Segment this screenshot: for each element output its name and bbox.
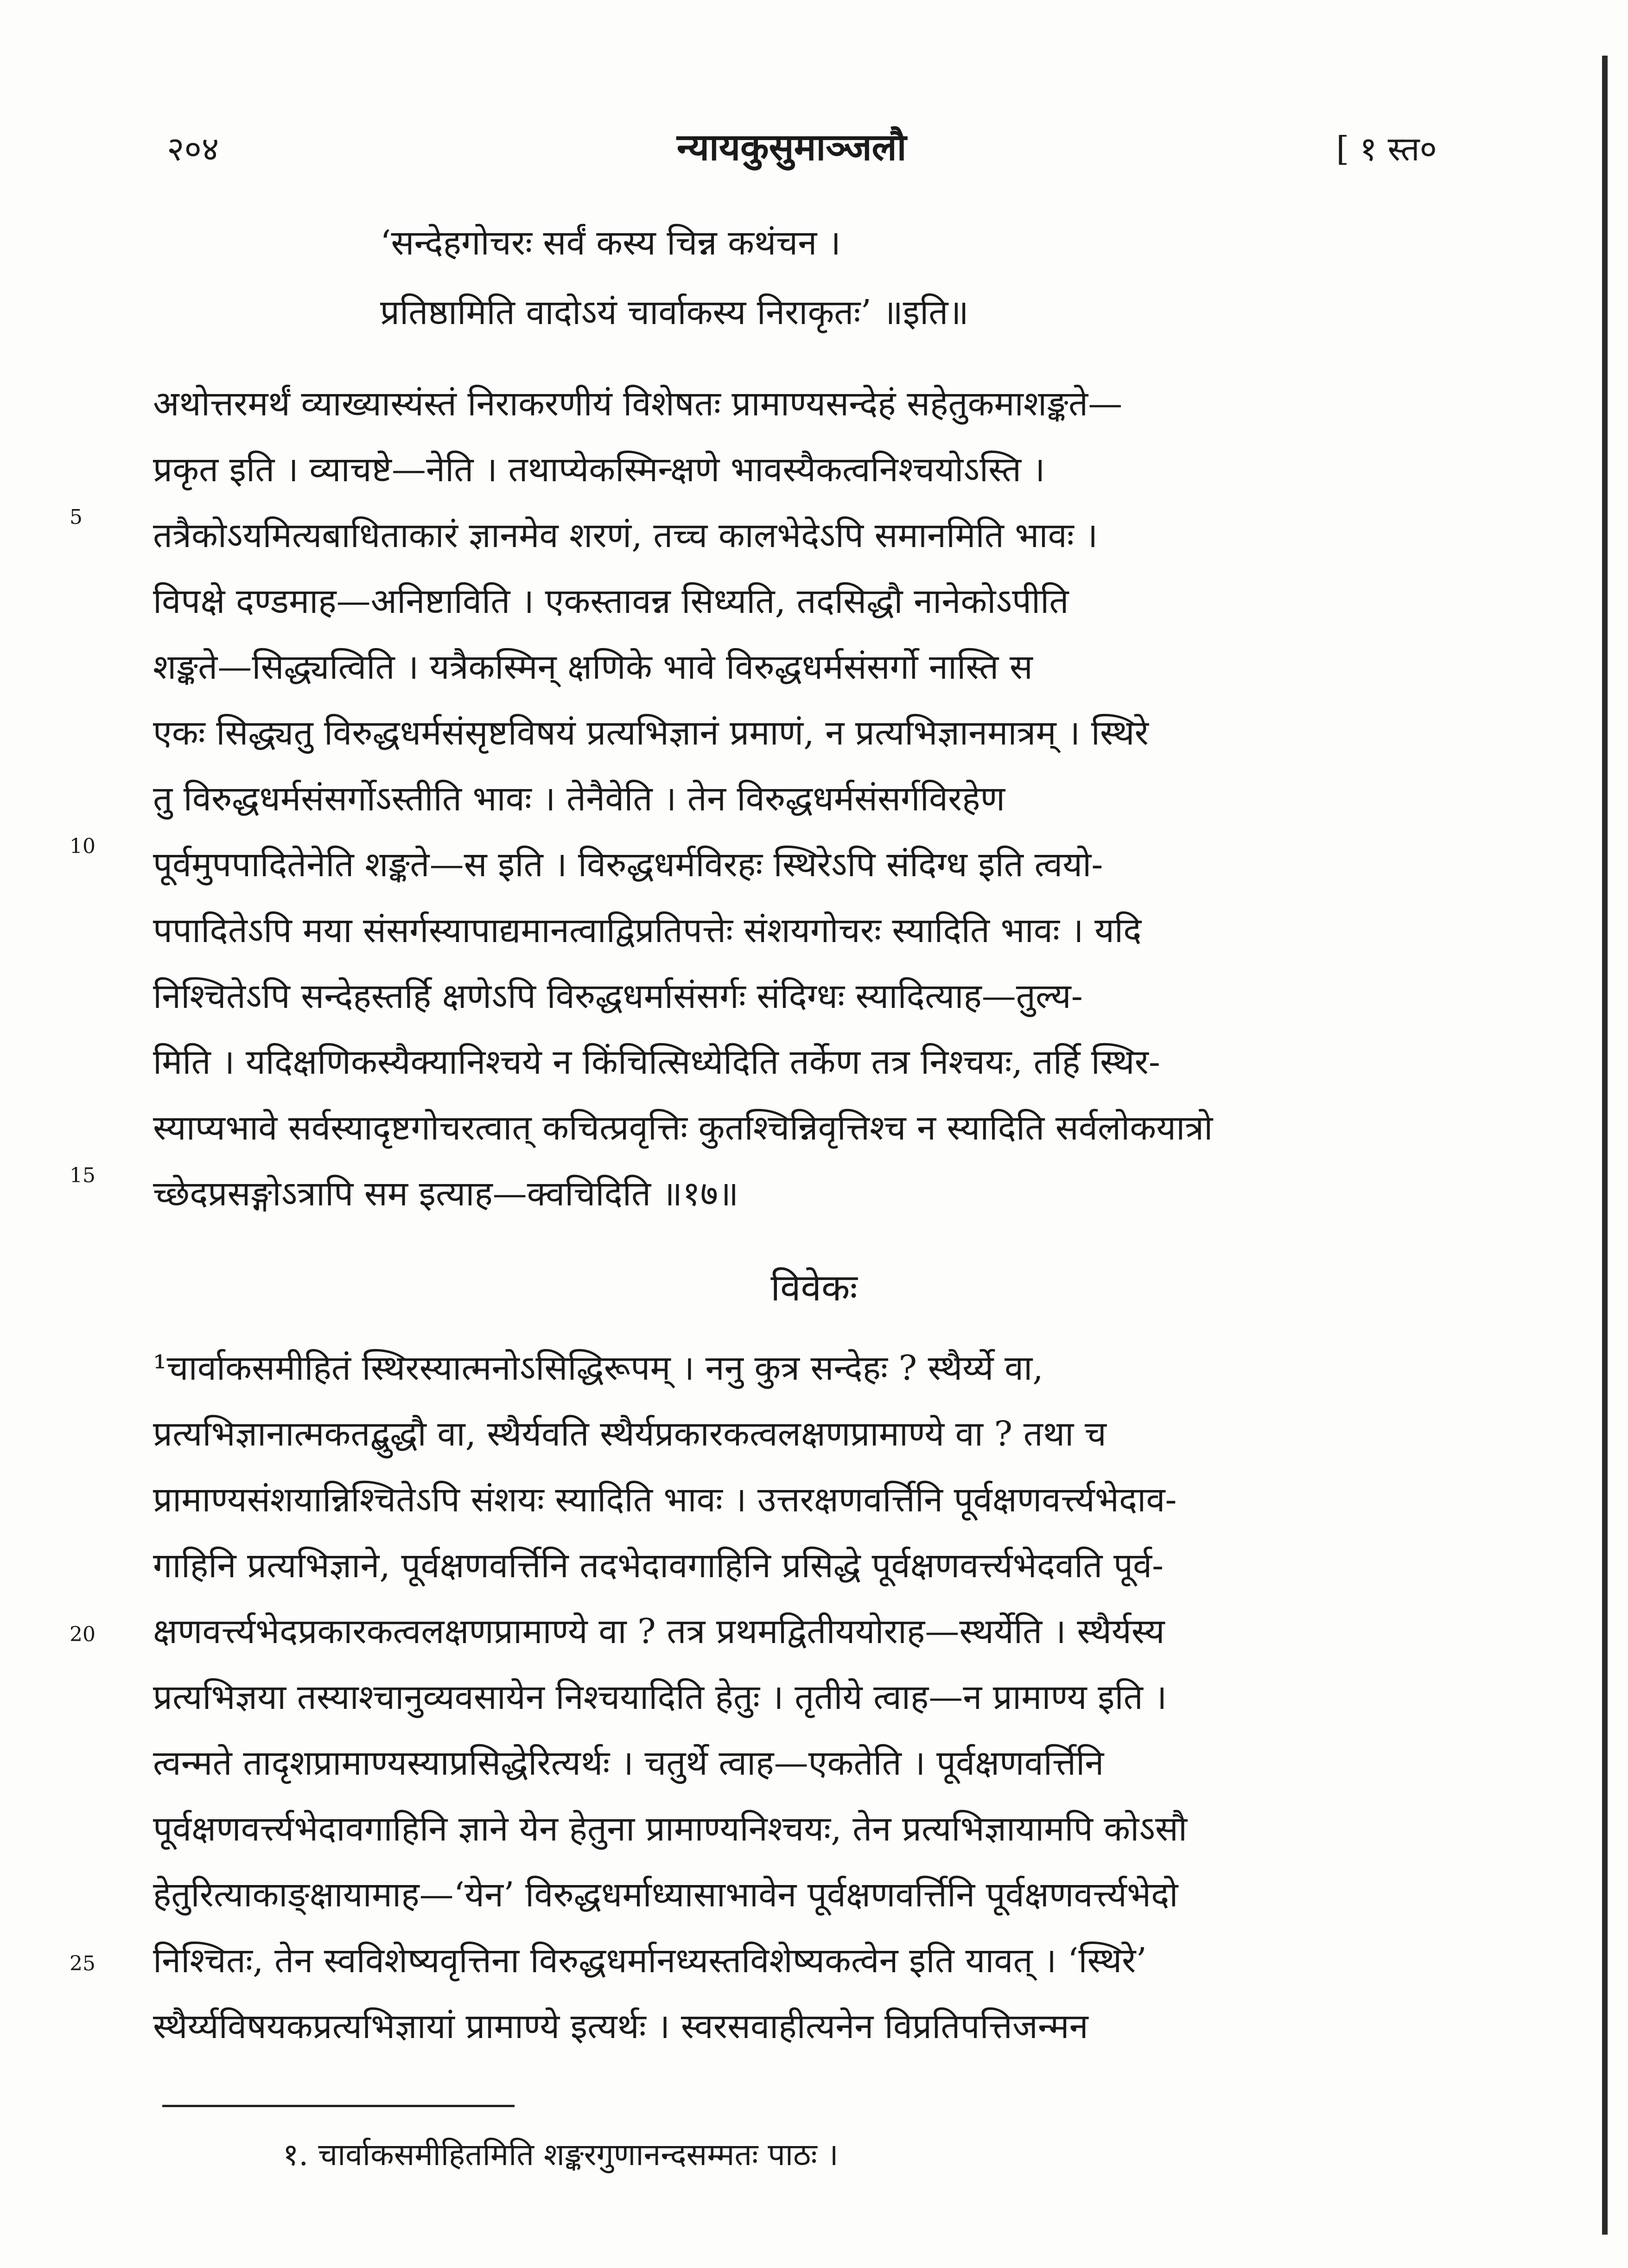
viveka-line: त्वन्मते तादृशप्रामाण्यस्याप्रसिद्धेरित्यर्थः । चतुर्थे त्वाह—एकतेति । पूर्वक्षणवर्त्तिनि — [153, 1743, 1104, 1783]
viveka-line: निश्चितः, तेन स्वविशेष्यवृत्तिना विरुद्धधर्मानध्यस्तविशेष्यकत्वेन इति यावत् । ‘स्थिरे’ — [153, 1941, 1147, 1981]
line-number: 5 — [70, 505, 83, 529]
commentary-line: निश्चितेऽपि सन्देहस्तर्हि क्षणेऽपि विरुद्धधर्मासंसर्गः संदिग्धः स्यादित्याह—तुल्य- — [153, 976, 1083, 1016]
commentary-line: विपक्षे दण्डमाह—अनिष्टाविति । एकस्तावन्न सिध्यति, तदसिद्धौ नानेकोऽपीति — [153, 581, 1069, 621]
line-number: 20 — [70, 1623, 95, 1646]
page-number: २०४ — [167, 129, 219, 168]
viveka-line: स्थैर्य्यविषयकप्रत्यभिज्ञायां प्रामाण्ये इत्यर्थः । स्वरसवाहीत्यनेन विप्रतिपत्तिजन्मन — [153, 2007, 1088, 2046]
commentary-block — [153, 371, 1428, 1227]
commentary-line: स्याप्यभावे सर्वस्यादृष्टगोचरत्वात् कचित्प्रवृत्तिः कुतश्चिन्निवृत्तिश्च न स्यादिति सर्वलोकयात्रो — [153, 1108, 1213, 1148]
section-reference: [ १ स्त० — [1336, 129, 1437, 168]
page-edge-line — [1602, 56, 1608, 2235]
viveka-line: क्षणवर्त्त्यभेदप्रकारकत्वलक्षणप्रामाण्ये वा ? तत्र प्रथमद्वितीययोराह—स्थर्येति । स्थैर्यस्य — [153, 1612, 1165, 1651]
commentary-line: अथोत्तरमर्थं व्याख्यास्यंस्तं निराकरणीयं विशेषतः प्रामाण्यसन्देहं सहेतुकमाशङ्कते— — [153, 384, 1123, 424]
commentary-line: पपादितेऽपि मया संसर्गस्यापाद्यमानत्वाद्विप्रतिपत्तेः संशयगोचरः स्यादिति भावः । यदि — [153, 911, 1142, 950]
viveka-block — [153, 1335, 1428, 2059]
commentary-line: तु विरुद्धधर्मसंसर्गोऽस्तीति भावः । तेनैवेति । तेन विरुद्धधर्मसंसर्गविरहेण — [153, 779, 1005, 819]
page-header — [167, 121, 1437, 185]
viveka-line: प्रत्यभिज्ञानात्मकतद्बुद्धौ वा, स्थैर्यवति स्थैर्यप्रकारकत्वलक्षणप्रामाण्ये वा ? तथा च — [153, 1414, 1107, 1454]
verse-line: ‘सन्देहगोचरः सर्वं कस्य चिन्न कथंचन । — [380, 223, 841, 263]
section-heading: विवेकः — [770, 1266, 858, 1309]
viveka-line: प्रामाण्यसंशयान्निश्चितेऽपि संशयः स्यादिति भावः । उत्तरक्षणवर्त्तिनि पूर्वक्षणवर्त्त्यभेदाव- — [153, 1480, 1177, 1520]
commentary-line: मिति । यदिक्षणिकस्यैक्यानिश्चये न किंचित्सिध्येदिति तर्केण तत्र निश्चयः, तर्हि स्थिर- — [153, 1042, 1160, 1082]
commentary-line: च्छेदप्रसङ्गोऽत्रापि सम इत्याह—क्वचिदिति ॥१७॥ — [153, 1174, 739, 1214]
line-number: 10 — [70, 835, 95, 858]
viveka-line: पूर्वक्षणवर्त्त्यभेदावगाहिनि ज्ञाने येन हेतुना प्रामाण्यनिश्चयः, तेन प्रत्यभिज्ञायामपि कोऽसौ — [153, 1809, 1188, 1849]
commentary-line: तत्रैकोऽयमित्यबाधिताकारं ज्ञानमेव शरणं, तच्च कालभेदेऽपि समानमिति भावः । — [153, 516, 1098, 555]
footnote-divider — [162, 2105, 515, 2107]
viveka-line: प्रत्यभिज्ञया तस्याश्चानुव्यवसायेन निश्चयादिति हेतुः । तृतीये त्वाह—न प्रामाण्य इति । — [153, 1677, 1167, 1717]
commentary-line: पूर्वमुपपादितेनेति शङ्कते—स इति । विरुद्धधर्मविरहः स्थिरेऽपि संदिग्ध इति त्वयो- — [153, 845, 1103, 885]
viveka-line: हेतुरित्याकाङ्क्षायामाह—‘येन’ विरुद्धधर्माध्यासाभावेन पूर्वक्षणवर्त्तिनि पूर्वक्षणवर्त्त्यभेदो — [153, 1875, 1178, 1915]
verse-line: प्रतिष्ठामिति वादोऽयं चार्वाकस्य निराकृतः’ ॥इति॥ — [380, 293, 969, 332]
commentary-line: प्रकृत इति । व्याचष्टे—नेति । तथाप्येकस्मिन्क्षणे भावस्यैकत्वनिश्चयोऽस्ति । — [153, 450, 1045, 490]
line-number: 15 — [70, 1164, 95, 1187]
running-title: न्यायकुसुमाञ्जलौ — [677, 125, 907, 169]
commentary-line: एकः सिद्ध्यतु विरुद्धधर्मसंसृष्टविषयं प्रत्यभिज्ञानं प्रमाणं, न प्रत्यभिज्ञानमात्रम् । स्थिरे — [153, 713, 1149, 753]
line-number: 25 — [70, 1952, 95, 1975]
footnote: १. चार्वाकसमीहितमिति शङ्करगुणानन्दसम्मतः पाठः । — [283, 2137, 839, 2172]
viveka-line: ¹चार्वाकसमीहितं स्थिरस्यात्मनोऽसिद्धिरूपम् । ननु कुत्र सन्देहः ? स्थैर्य्ये वा, — [153, 1348, 1043, 1388]
commentary-line: शङ्कते—सिद्ध्यत्विति । यत्रैकस्मिन् क्षणिके भावे विरुद्धधर्मसंसर्गो नास्ति स — [153, 647, 1033, 687]
viveka-line: गाहिनि प्रत्यभिज्ञाने, पूर्वक्षणवर्त्तिनि तदभेदावगाहिनि प्रसिद्धे पूर्वक्षणवर्त्त्यभेदवति पूर्व- — [153, 1546, 1164, 1586]
